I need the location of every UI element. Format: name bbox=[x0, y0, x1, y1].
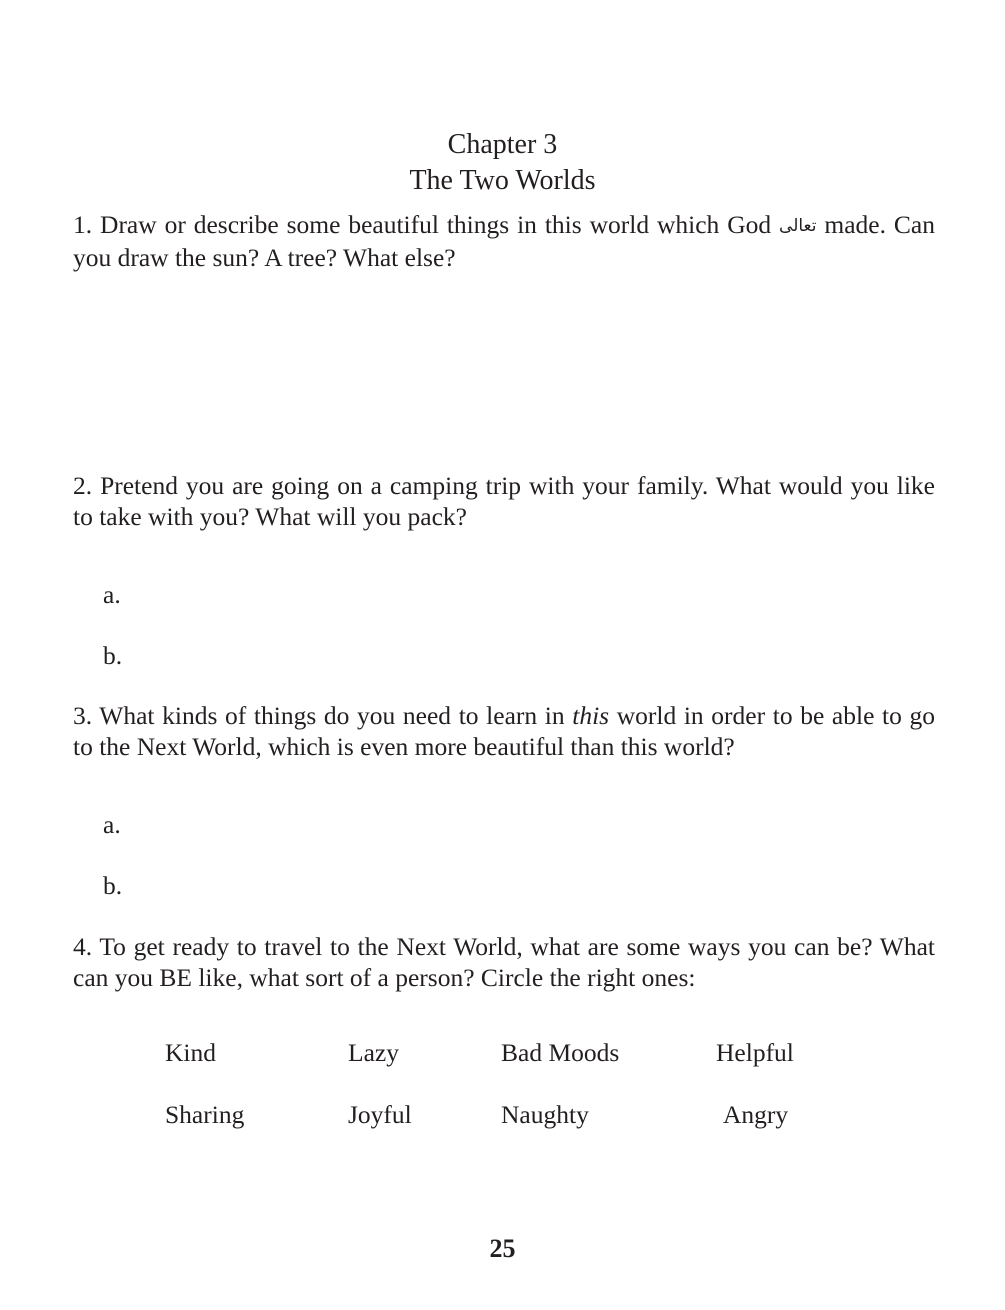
q2-answer-a: a. bbox=[103, 580, 121, 609]
word-option: Joyful bbox=[348, 1100, 412, 1129]
word-option: Angry bbox=[723, 1100, 789, 1129]
q1-text-start: 1. Draw or describe some beautiful things in this world which God bbox=[73, 210, 780, 239]
word-option: Bad Moods bbox=[501, 1038, 620, 1067]
word-option: Lazy bbox=[348, 1038, 399, 1067]
q3-answer-b: b. bbox=[103, 871, 123, 900]
page-number: 25 bbox=[489, 1234, 516, 1263]
arabic-honorific: تعالى bbox=[779, 216, 817, 236]
q3-text-start: 3. What kinds of things do you need to learn in bbox=[73, 701, 573, 730]
word-option: Kind bbox=[165, 1038, 216, 1067]
q3-answer-a: a. bbox=[103, 810, 121, 839]
question-3 bbox=[73, 700, 935, 762]
word-option: Sharing bbox=[165, 1100, 245, 1129]
word-option: Helpful bbox=[716, 1038, 794, 1067]
q2-answer-b: b. bbox=[103, 641, 123, 670]
q1-text-end: made. Can you draw the sun? A tree? What else? bbox=[73, 210, 935, 272]
q3-emphasis: this bbox=[572, 701, 610, 730]
chapter-label: Chapter 3 bbox=[447, 129, 558, 160]
q3-text-end: world in order to be able to go to the Next World, which is even more beautiful than this world? bbox=[73, 701, 935, 761]
chapter-title: The Two Worlds bbox=[409, 165, 596, 196]
question-2: 2. Pretend you are going on a camping trip with your family. What would you like to take with you? What will you pack? bbox=[73, 471, 935, 531]
question-4: 4. To get ready to travel to the Next World, what are some ways you can be? What can you BE like, what sort of a person? Circle the right ones: bbox=[73, 932, 935, 992]
word-option: Naughty bbox=[501, 1100, 589, 1129]
question-1 bbox=[73, 209, 935, 273]
